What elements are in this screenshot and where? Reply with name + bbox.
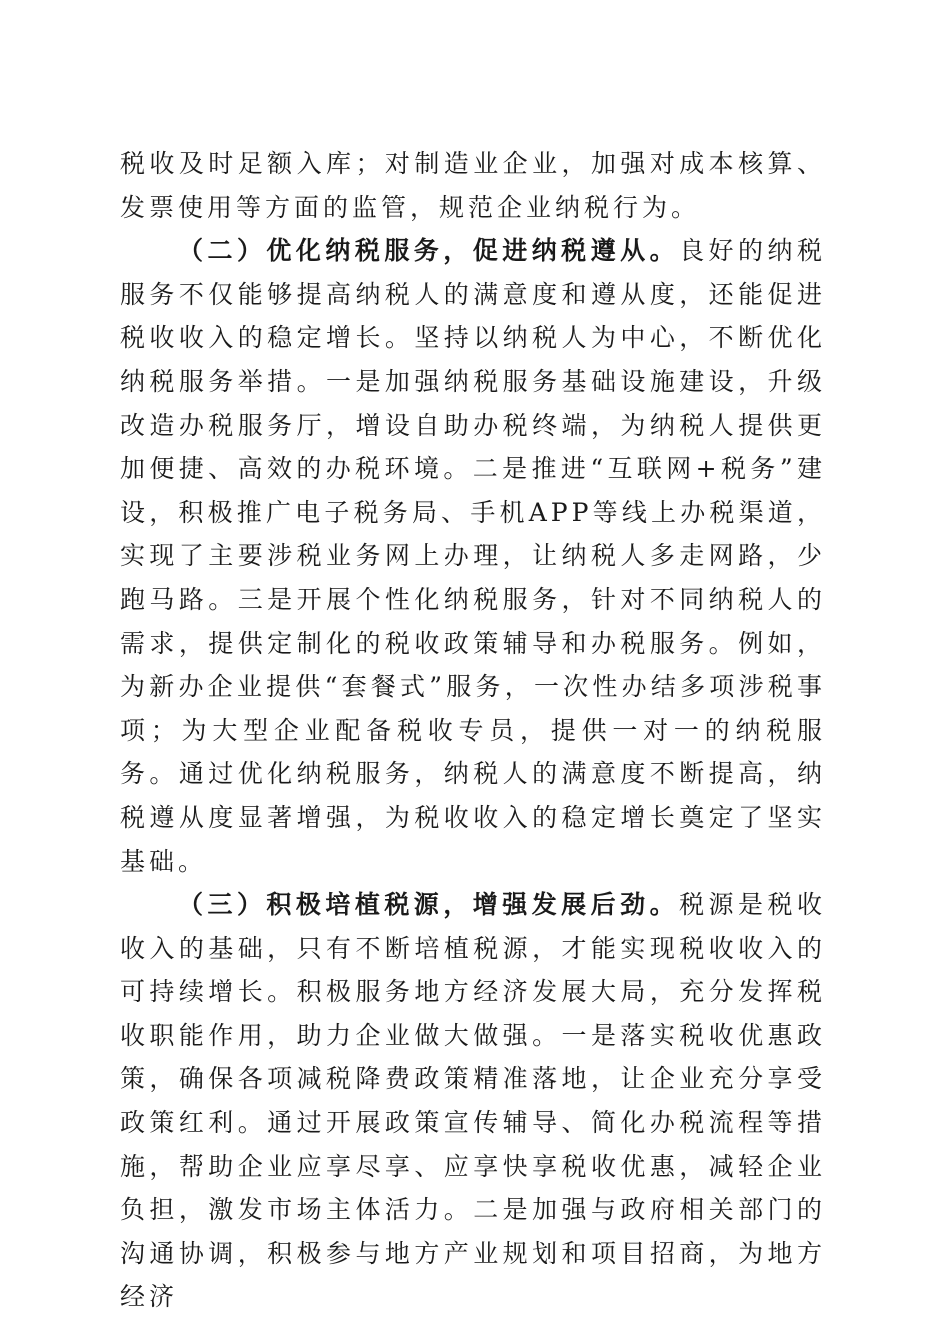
section-3-body: 税源是税收收入的基础，只有不断培植税源，才能实现税收收入的可持续增长。积极服务地方经济发展大局，充分发挥税收职能作用，助力企业做大做强。一是落实税收优惠政策，确保各项减税降费政策精准落地，让企业充分享受政策红利。通过开展政策宣传辅导、简化办税流程等措施，帮助企业应享尽享、应享快享税收优惠，减轻企业负担，激发市场主体活力。二是加强与政府相关部门的沟通协调，积极参与地方产业规划和项目招商，为地方经济	[120, 890, 826, 1312]
paragraph-1-body: 税收及时足额入库；对制造业企业，加强对成本核算、发票使用等方面的监管，规范企业纳税行为。	[120, 149, 826, 222]
document-body	[120, 142, 826, 1319]
paragraph-section-2	[120, 229, 826, 883]
section-2-heading: （二）优化纳税服务，促进纳税遵从。	[178, 236, 680, 266]
paragraph-section-3	[120, 883, 826, 1319]
section-3-heading: （三）积极培植税源，增强发展后劲。	[178, 890, 680, 920]
paragraph-continuation	[120, 142, 826, 229]
section-2-body: 良好的纳税服务不仅能够提高纳税人的满意度和遵从度，还能促进税收收入的稳定增长。坚持以纳税人为中心，不断优化纳税服务举措。一是加强纳税服务基础设施建设，升级改造办税服务厅，增设自助办税终端，为纳税人提供更加便捷、高效的办税环境。二是推进“互联网+税务”建设，积极推广电子税务局、手机APP等线上办税渠道，实现了主要涉税业务网上办理，让纳税人多走网路，少跑马路。三是开展个性化纳税服务，针对不同纳税人的需求，提供定制化的税收政策辅导和办税服务。例如，为新办企业提供“套餐式”服务，一次性办结多项涉税事项；为大型企业配备税收专员，提供一对一的纳税服务。通过优化纳税服务，纳税人的满意度不断提高，纳税遵从度显著增强，为税收收入的稳定增长奠定了坚实基础。	[120, 236, 826, 876]
